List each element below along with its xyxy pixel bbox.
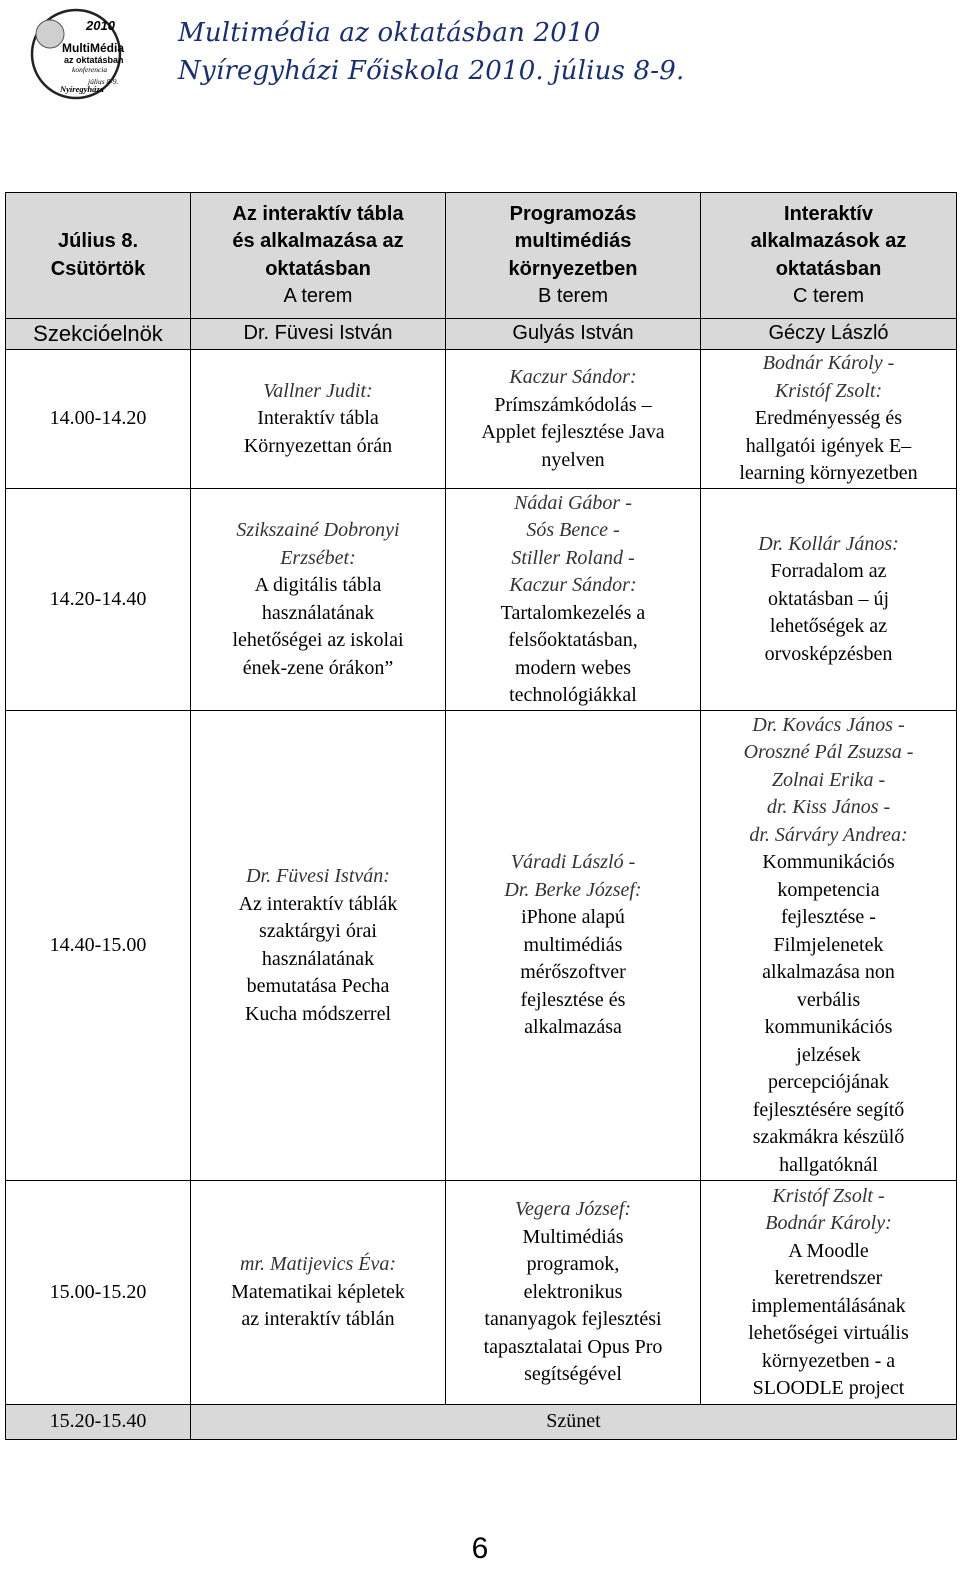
room-c-header: Interaktív alkalmazások az oktatásban C terem <box>701 193 957 319</box>
talk-title: szaktárgyi órai <box>259 920 377 942</box>
talk-title: szakmákra készülő <box>752 1126 905 1149</box>
talk-title: Multimédiás <box>522 1225 624 1248</box>
room-label: C terem <box>792 285 865 307</box>
break-row <box>6 1405 957 1440</box>
talk-title: alkalmazása non <box>762 961 895 984</box>
talk-title: jelzések <box>796 1043 861 1066</box>
break-time: 15.20-15.40 <box>6 1405 191 1440</box>
talk-title: tapasztalatai Opus Pro <box>483 1335 663 1358</box>
logo-year: 2010 <box>86 18 115 33</box>
talk-authors: Kaczur Sándor: <box>509 574 637 596</box>
talk-title: keretrendszer <box>774 1267 883 1289</box>
logo-line3: konferencia <box>72 65 108 74</box>
chair-room-c: Géczy László <box>701 319 957 350</box>
talk-title: Eredményesség és <box>754 407 903 430</box>
talk-title: Forradalom az <box>770 560 887 583</box>
talk-title: bemutatása Pecha <box>246 975 390 997</box>
talk-authors: mr. Matijevics Éva: <box>239 1253 397 1276</box>
talk-title: implementálásának <box>751 1294 906 1317</box>
room-label: B terem <box>537 285 609 307</box>
conference-title-line2: Nyíregyházi Főiskola 2010. július 8-9. <box>178 56 685 86</box>
talk-authors: Dr. Berke József: <box>504 878 642 901</box>
talk-title: Interaktív tábla <box>257 407 379 430</box>
talk-cell <box>191 711 446 1181</box>
talk-title: hallgatóknál <box>779 1153 878 1176</box>
talk-title: technológiákkal <box>509 684 637 706</box>
talk-title: használatának <box>261 601 375 624</box>
talk-title: iPhone alapú <box>521 906 625 929</box>
header-row <box>6 193 957 319</box>
talk-title: programok, <box>526 1253 620 1276</box>
talk-title: nyelven <box>541 448 605 471</box>
talk-title: learning környezetben <box>739 462 918 485</box>
talk-title: Kucha módszerrel <box>244 1002 392 1025</box>
talk-title: lehetőségek az <box>769 615 888 638</box>
slot-time: 14.40-15.00 <box>6 711 191 1181</box>
talk-title: elektronikus <box>523 1280 623 1303</box>
talk-authors: Vegera József: <box>514 1198 632 1221</box>
talk-authors: Stiller Roland - <box>511 546 635 569</box>
chair-room-a: Dr. Füvesi István <box>191 319 446 350</box>
slot-time: 14.00-14.20 <box>6 350 191 489</box>
talk-title: multimédiás <box>523 933 623 956</box>
talk-title: A Moodle <box>788 1239 869 1262</box>
slot-row <box>6 1181 957 1405</box>
talk-title: A digitális tábla <box>254 574 382 596</box>
talk-authors: Bodnár Károly: <box>765 1212 892 1234</box>
talk-authors: Dr. Kollár János: <box>758 532 899 555</box>
talk-cell <box>446 350 701 489</box>
room-a-header: Az interaktív tábla és alkalmazása az oktatásban A terem <box>191 193 446 319</box>
talk-authors: Kristóf Zsolt: <box>774 379 883 402</box>
talk-title: lehetőségei virtuális <box>748 1322 909 1344</box>
talk-authors: Bodnár Károly - <box>762 352 895 375</box>
talk-title: Környezettan órán <box>243 434 393 457</box>
slot-time: 14.20-14.40 <box>6 489 191 711</box>
talk-authors: Szikszainé Dobronyi <box>236 519 400 541</box>
room-b-header: Programozás multimédiás környezetben B terem <box>446 193 701 319</box>
logo-line2: az oktatásban <box>64 55 124 65</box>
talk-title: hallgatói igények E– <box>745 434 912 457</box>
talk-title: használatának <box>261 947 375 970</box>
talk-title: percepciójának <box>767 1071 890 1094</box>
talk-title: SLOODLE project <box>752 1377 905 1399</box>
talk-title: kompetencia <box>777 878 880 901</box>
talk-cell <box>701 489 957 711</box>
talk-title: Kommunikációs <box>762 851 895 874</box>
talk-cell <box>191 489 446 711</box>
talk-title: Prímszámkódolás – <box>494 393 652 416</box>
talk-cell <box>191 350 446 489</box>
conference-logo <box>28 6 142 102</box>
slot-row <box>6 350 957 489</box>
talk-title: orvosképzésben <box>764 642 893 665</box>
talk-cell <box>701 1181 957 1405</box>
talk-cell <box>446 1181 701 1405</box>
talk-authors: Dr. Füvesi István: <box>246 865 390 887</box>
talk-authors: dr. Kiss János - <box>766 796 891 819</box>
talk-title: Filmjelenetek <box>773 933 884 956</box>
talk-title: modern webes <box>514 656 632 679</box>
talk-title: fejlesztése és <box>520 988 626 1011</box>
talk-title: Applet fejlesztése Java <box>481 421 665 443</box>
talk-cell <box>446 489 701 711</box>
talk-title: környezetben - a <box>761 1349 896 1372</box>
talk-authors: Sós Bence - <box>526 519 620 541</box>
talk-authors: Dr. Kovács János - <box>752 713 905 736</box>
chair-row <box>6 319 957 350</box>
talk-title: alkalmazása <box>524 1016 622 1039</box>
logo-line1: MultiMédia <box>62 41 124 55</box>
talk-authors: Zolnai Erika - <box>771 768 886 791</box>
talk-title: fejlesztése - <box>781 906 876 929</box>
talk-authors: Nádai Gábor - <box>514 491 632 514</box>
talk-cell <box>191 1181 446 1405</box>
talk-title: Matematikai képletek <box>231 1280 405 1303</box>
logo-city: Nyíregyháza <box>60 84 104 94</box>
talk-authors: Vallner Judit: <box>263 379 373 402</box>
talk-title: ének-zene órákon” <box>242 656 394 679</box>
day-cell: Július 8. Csütörtök <box>6 193 191 319</box>
talk-title: tananyagok fejlesztési <box>484 1308 662 1331</box>
slot-row <box>6 711 957 1181</box>
talk-authors: Oroszné Pál Zsuzsa - <box>743 741 914 764</box>
slot-time: 15.00-15.20 <box>6 1181 191 1405</box>
chair-label: Szekcióelnök <box>6 319 191 350</box>
page-number: 6 <box>471 1532 489 1565</box>
break-label: Szünet <box>191 1405 957 1440</box>
talk-title: Az interaktív táblák <box>238 892 398 915</box>
talk-title: verbális <box>796 988 861 1011</box>
talk-authors: Váradi László - <box>510 851 636 874</box>
slot-row <box>6 489 957 711</box>
talk-title: oktatásban – új <box>767 587 890 610</box>
chair-room-b: Gulyás István <box>446 319 701 350</box>
logo-date: július 8-9. <box>88 77 119 86</box>
conference-title <box>178 14 685 90</box>
talk-title: fejlesztésére segítő <box>752 1098 905 1121</box>
talk-cell <box>701 711 957 1181</box>
talk-title: az interaktív táblán <box>241 1308 395 1331</box>
talk-title: Tartalomkezelés a <box>500 601 646 624</box>
talk-title: mérőszoftver <box>520 961 626 984</box>
talk-title: segítségével <box>524 1363 622 1386</box>
talk-cell <box>701 350 957 489</box>
talk-authors: Erzsébet: <box>280 546 356 569</box>
room-label: A terem <box>283 285 353 307</box>
talk-title: lehetőségei az iskolai <box>232 629 404 651</box>
talk-authors: dr. Sárváry Andrea: <box>749 823 908 846</box>
conference-title-line1: Multimédia az oktatásban 2010 <box>178 18 601 48</box>
talk-authors: Kristóf Zsolt - <box>772 1184 885 1207</box>
talk-title: kommunikációs <box>764 1016 893 1039</box>
schedule-table <box>5 192 957 1440</box>
talk-authors: Kaczur Sándor: <box>509 366 637 388</box>
talk-cell <box>446 711 701 1181</box>
talk-title: felsőoktatásban, <box>508 629 638 651</box>
